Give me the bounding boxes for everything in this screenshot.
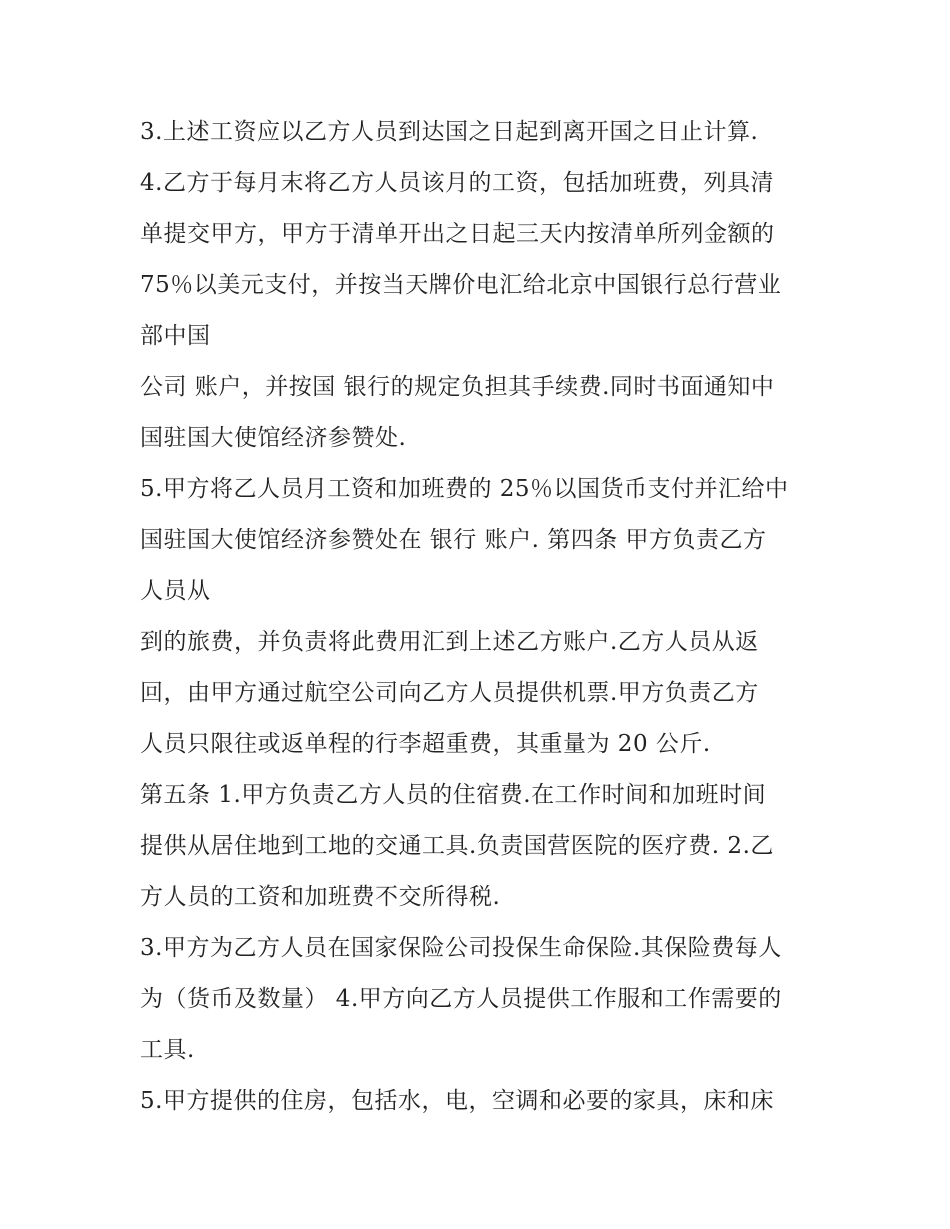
text-line: 到的旅费，并负责将此费用汇到上述乙方账户.乙方人员从返 [140,629,759,655]
text-line: 工具. [140,1037,195,1063]
text-line: 4.乙方于每月末将乙方人员该月的工资，包括加班费，列具清 [140,170,774,196]
text-line: 3.上述工资应以乙方人员到达国之日起到离开国之日止计算. [140,119,759,145]
text-line: 人员从 [140,578,211,604]
contract-text [140,107,820,1127]
text-line: 人员只限往或返单程的行李超重费，其重量为 20 公斤. [140,731,711,757]
text-line: 单提交甲方，甲方于清单开出之日起三天内按清单所列金额的 [140,221,775,247]
text-line: 方人员的工资和加班费不交所得税. [140,884,501,910]
text-line: 部中国 [140,323,211,349]
text-line: 为（货币及数量） 4.甲方向乙方人员提供工作服和工作需要的 [140,986,782,1012]
text-line: 第五条 1.甲方负责乙方人员的住宿费.在工作时间和加班时间 [140,782,767,808]
text-line: 回，由甲方通过航空公司向乙方人员提供机票.甲方负责乙方 [140,680,759,706]
text-line: 国驻国大使馆经济参赞处在 银行 账户. 第四条 甲方负责乙方 [140,527,767,553]
text-line: 5.甲方提供的住房，包括水，电，空调和必要的家具，床和床 [140,1088,774,1114]
text-line: 5.甲方将乙人员月工资和加班费的 25％以国货币支付并汇给中 [140,476,789,502]
text-line: 提供从居住地到工地的交通工具.负责国营医院的医疗费. 2.乙 [140,833,774,859]
text-line: 3.甲方为乙方人员在国家保险公司投保生命保险.其保险费每人 [140,935,782,961]
text-line: 75％以美元支付，并按当天牌价电汇给北京中国银行总行营业 [140,272,782,298]
text-line: 公司 账户，并按国 银行的规定负担其手续费.同时书面通知中 [140,374,775,400]
text-line: 国驻国大使馆经济参赞处. [140,425,407,451]
